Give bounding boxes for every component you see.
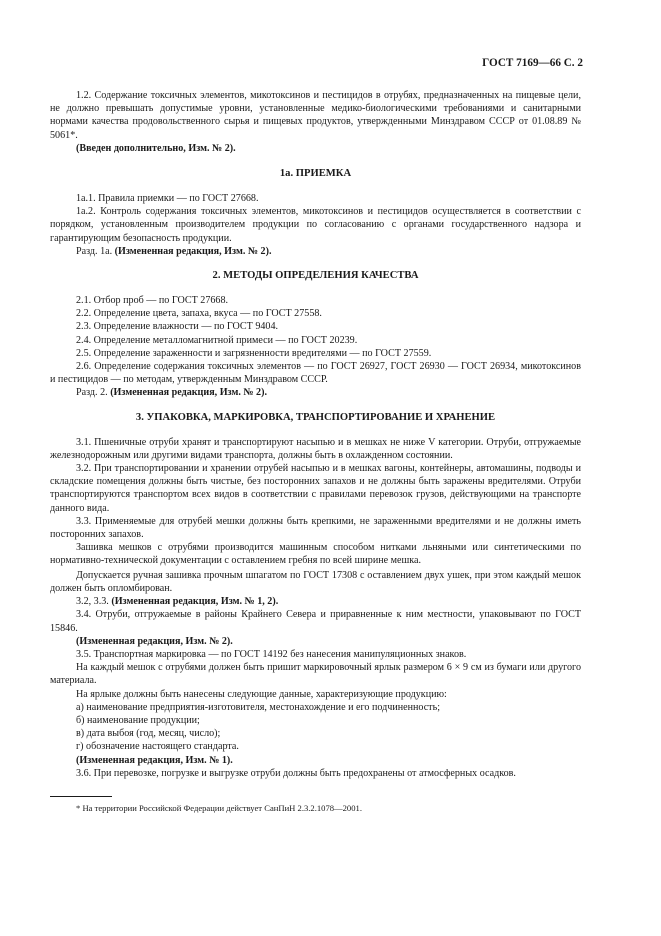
section-title-methods: 2. МЕТОДЫ ОПРЕДЕЛЕНИЯ КАЧЕСТВА [212,270,419,282]
amendment-note: (Введен дополнительно, Изм. № 2). [76,142,236,154]
clause-2-5: 2.5. Определение зараженности и загрязненности вредителями — по ГОСТ 27559. [76,347,432,359]
clause-reference-label: 3.2, 3.3. [76,596,109,608]
clause-3-3-manual: Допускается ручная зашивка прочным шпагатом по ГОСТ 17308 с оставлением двух ушек, при этом каждый мешок должен быть опломбирован. [50,569,581,594]
list-item: б) наименование продукции; [76,714,200,726]
section-reference [50,245,581,258]
amendment-note: (Измененная редакция, Изм. № 1). [76,754,233,766]
clause-2-1: 2.1. Отбор проб — по ГОСТ 27668. [76,295,229,307]
page-header: ГОСТ 7169—66 С. 2 [482,57,583,69]
clause-reference [50,595,581,608]
clause-3-5-label: На каждый мешок с отрубями должен быть пришит маркировочный ярлык размером 6 × 9 см из бумаги или другого материала. [50,662,581,687]
clause-3-3: 3.3. Применяемые для отрубей мешки должны быть крепкими, не зараженными вредителями и не должны иметь посторонних запахов. [50,515,581,541]
clause-2-2: 2.2. Определение цвета, запаха, вкуса — по ГОСТ 27558. [76,308,322,320]
clause-3-6: 3.6. При перевозке, погрузке и выгрузке отруби должны быть предохранены от атмосферных осадков. [76,767,516,779]
section-title-packaging: 3. УПАКОВКА, МАРКИРОВКА, ТРАНСПОРТИРОВАНИЕ И ХРАНЕНИЕ [135,411,496,423]
clause-1-2: 1.2. Содержание токсичных элементов, микотоксинов и пестицидов в отрубях, предназначенных на пищевые цели, не должно превышать допустимые уровни, установленные медико-биологическими требованиями и санитарными нормами качества продовольственного сырья и пищевых продуктов, утвержденными Минздравом СССР от 01.08.89 № 5061*. [50,90,581,141]
amendment-note: (Измененная редакция, Изм. № 2). [76,635,233,647]
section-reference-label: Разд. 1а. [76,245,113,257]
list-item: а) наименование предприятия-изготовителя, местонахождение и его подчиненность; [76,701,441,713]
clause-1a-2: 1а.2. Контроль содержания токсичных элементов, микотоксинов и пестицидов осуществляется в соответствии с порядком, установленным производителем продукции по согласованию с органами государственного надзора и гарантирующим безопасность продукции. [50,206,581,244]
clause-3-2: 3.2. При транспортировании и хранении отрубей насыпью и в мешках вагоны, контейнеры, автомашины, подводы и складские помещения должны быть чистые, без посторонних запахов и не должны быть заражены вредителями. Отруби транспортируются транспортом всех видов в соответствии с правилами перевозок грузов, действующими на транспорте данного вида. [50,463,581,514]
list-item: г) обозначение настоящего стандарта. [76,741,239,753]
amendment-note: (Измененная редакция, Изм. № 2). [114,245,272,257]
footnote: * На территории Российской Федерации действует СанПиН 2.3.2.1078—2001. [76,802,362,813]
section-reference-label: Разд. 2. [76,387,108,399]
amendment-note: (Измененная редакция, Изм. № 2). [110,387,267,399]
clause-1a-1: 1а.1. Правила приемки — по ГОСТ 27668. [76,193,259,205]
clause-2-3: 2.3. Определение влажности — по ГОСТ 9404. [76,321,279,333]
clause-2-4: 2.4. Определение металломагнитной примеси — по ГОСТ 20239. [76,334,358,346]
amendment-note: (Измененная редакция, Изм. № 1, 2). [111,596,279,608]
clause-3-5-data: На ярлыке должны быть нанесены следующие данные, характеризующие продукцию: [76,688,447,700]
clause-3-4: 3.4. Отруби, отгружаемые в районы Крайнего Севера и приравненные к ним местности, упаковывают по ГОСТ 15846. [50,609,581,634]
clause-3-5: 3.5. Транспортная маркировка — по ГОСТ 14192 без нанесения манипуляционных знаков. [76,648,467,660]
list-item: в) дата выбоя (год, месяц, число); [76,728,221,740]
footnote-divider [50,796,112,797]
section-reference [50,386,581,399]
clause-2-6: 2.6. Определение содержания токсичных элементов — по ГОСТ 26927, ГОСТ 26930 — ГОСТ 26934, микотоксинов и пестицидов — по методам, утвержденным Минздравом СССР. [50,361,581,386]
clause-3-1: 3.1. Пшеничные отруби хранят и транспортируют насыпью и в мешках не ниже V категории. Отруби, отгружаемые железнодорожным или другими видами транспорта, должны быть в охлажденном состоянии. [50,436,581,461]
section-title-acceptance: 1a. ПРИЕМКА [279,168,352,180]
clause-3-3-sewing: Зашивка мешков с отрубями производится машинным способом нитками льняными или синтетическими по нормативно-технической документации с оставлением гребня по всей ширине мешка. [50,542,581,567]
